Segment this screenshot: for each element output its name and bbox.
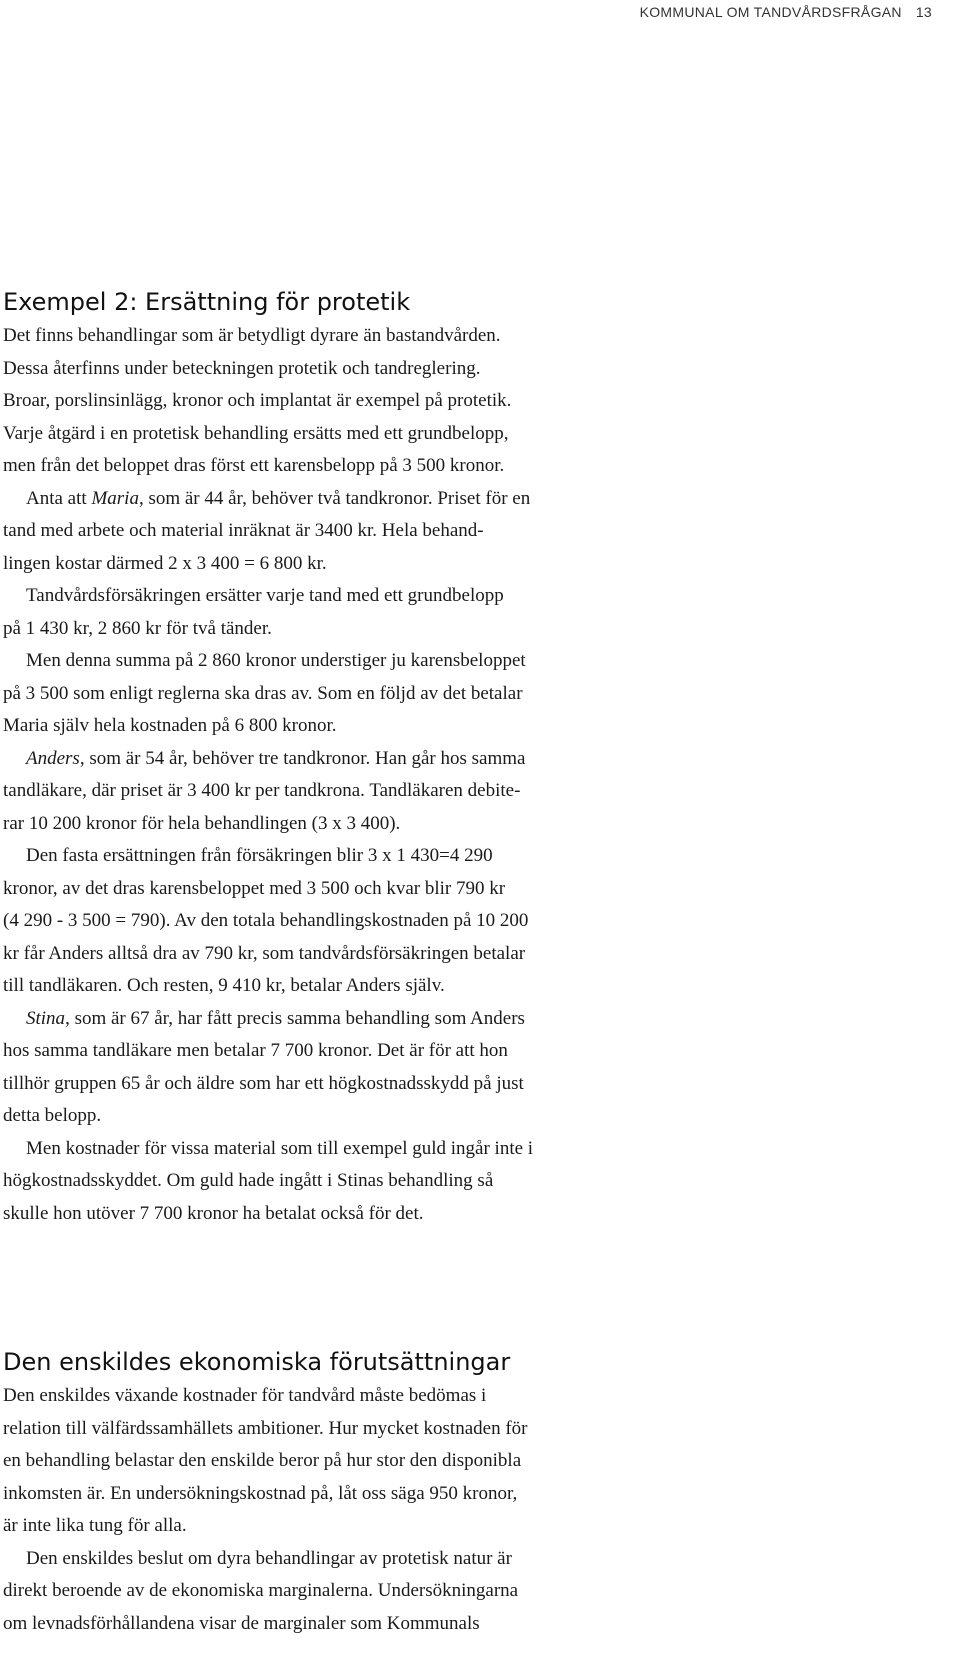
text-line: om levnadsförhållandena visar de marginaler som Kommunals <box>3 1612 480 1634</box>
text-line: skulle hon utöver 7 700 kronor ha betalat också för det. <box>3 1202 424 1224</box>
text-line: lingen kostar därmed 2 x 3 400 = 6 800 kr. <box>3 552 327 574</box>
text-line: inkomsten är. En undersökningskostnad på, låt oss säga 950 kronor, <box>3 1482 518 1504</box>
paragraph-materials <box>3 1133 933 1231</box>
text-line: på 1 430 kr, 2 860 kr för två tänder. <box>3 617 272 639</box>
text-line: Men denna summa på 2 860 kronor understiger ju karensbeloppet <box>26 650 526 671</box>
section-heading: Exempel 2: Ersättning för protetik <box>3 288 411 316</box>
text-line: en behandling belastar den enskilde beror på hur stor den disponibla <box>3 1450 522 1471</box>
paragraph-maria <box>3 483 933 581</box>
text-line: direkt beroende av de ekonomiska marginalerna. Undersökningarna <box>3 1580 519 1601</box>
page-number: 13 <box>915 4 932 20</box>
text-line <box>3 743 933 776</box>
paragraph-costs <box>3 1380 933 1543</box>
text-fragment: , som är 44 år, behöver två tandkronor. Priset för en <box>138 487 531 509</box>
text-line: Det finns behandlingar som är betydligt dyrare än bastandvården. <box>3 325 501 346</box>
text-fragment: , som är 54 år, behöver tre tandkronor. Han går hos samma <box>79 747 526 769</box>
text-line: tillhör gruppen 65 år och äldre som har ett högkostnadsskydd på just <box>3 1072 524 1094</box>
text-line: kronor, av det dras karensbeloppet med 3 500 och kvar blir 790 kr <box>3 877 506 899</box>
person-name-anders: Anders <box>26 747 80 769</box>
text-line: Men kostnader för vissa material som till exempel guld ingår inte i <box>26 1137 534 1159</box>
section-heading: Den enskildes ekonomiska förutsättningar <box>3 1348 511 1376</box>
text-line: detta belopp. <box>3 1105 102 1126</box>
paragraph-anders <box>3 743 933 841</box>
text-line: på 3 500 som enligt reglerna ska dras av. Som en följd av det betalar <box>3 682 523 704</box>
text-line: Den enskildes beslut om dyra behandlingar av protetisk natur är <box>26 1547 512 1569</box>
running-header <box>640 4 932 20</box>
text-line: kr får Anders alltså dra av 790 kr, som tandvårdsförsäkringen betalar <box>3 942 526 964</box>
text-line: rar 10 200 kronor för hela behandlingen (3 x 3 400). <box>3 812 401 834</box>
paragraph-maria-cost <box>3 645 933 743</box>
paragraph-insurance <box>3 580 933 645</box>
section-body <box>3 320 933 1230</box>
text-line <box>3 1003 933 1036</box>
paragraph-anders-cost <box>3 840 933 1003</box>
text-line: högkostnadsskyddet. Om guld hade ingått i Stinas behandling så <box>3 1170 494 1191</box>
running-header-title: KOMMUNAL OM TANDVÅRDSFRÅGAN <box>639 4 902 20</box>
paragraph-intro <box>3 320 933 483</box>
text-line: hos samma tandläkare men betalar 7 700 kronor. Det är för att hon <box>3 1040 508 1061</box>
section-economic-conditions <box>3 1346 933 1640</box>
text-line: är inte lika tung för alla. <box>3 1515 187 1536</box>
text-line: Den enskildes växande kostnader för tandvård måste bedömas i <box>3 1385 487 1406</box>
paragraph-decisions <box>3 1543 933 1641</box>
section-protetik-example <box>3 286 933 1230</box>
text-line: Den fasta ersättningen från försäkringen blir 3 x 1 430=4 290 <box>26 845 493 866</box>
text-line: men från det beloppet dras först ett karensbelopp på 3 500 kronor. <box>3 455 505 476</box>
text-line: tandläkare, där priset är 3 400 kr per tandkrona. Tandläkaren debite- <box>3 780 521 801</box>
text-line: Maria själv hela kostnaden på 6 800 kronor. <box>3 715 337 736</box>
section-body <box>3 1380 933 1640</box>
text-line: Broar, porslinsinlägg, kronor och implantat är exempel på protetik. <box>3 390 512 411</box>
text-line: tand med arbete och material inräknat är 3400 kr. Hela behand- <box>3 520 484 541</box>
text-line <box>3 483 933 516</box>
text-fragment: , som är 67 år, har fått precis samma behandling som Anders <box>65 1007 525 1029</box>
text-line: Dessa återfinns under beteckningen protetik och tandreglering. <box>3 357 481 379</box>
paragraph-stina <box>3 1003 933 1133</box>
person-name-stina: Stina <box>26 1007 66 1029</box>
text-fragment: Anta att <box>26 487 92 509</box>
text-line: (4 290 - 3 500 = 790). Av den totala behandlingskostnaden på 10 200 <box>3 910 529 931</box>
text-line: till tandläkaren. Och resten, 9 410 kr, betalar Anders själv. <box>3 975 445 996</box>
text-line: Varje åtgärd i en protetisk behandling ersätts med ett grundbelopp, <box>3 422 509 444</box>
person-name-maria: Maria <box>91 487 139 509</box>
text-line: relation till välfärdssamhällets ambitioner. Hur mycket kostnaden för <box>3 1417 528 1439</box>
text-line: Tandvårdsförsäkringen ersätter varje tand med ett grundbelopp <box>26 585 504 606</box>
